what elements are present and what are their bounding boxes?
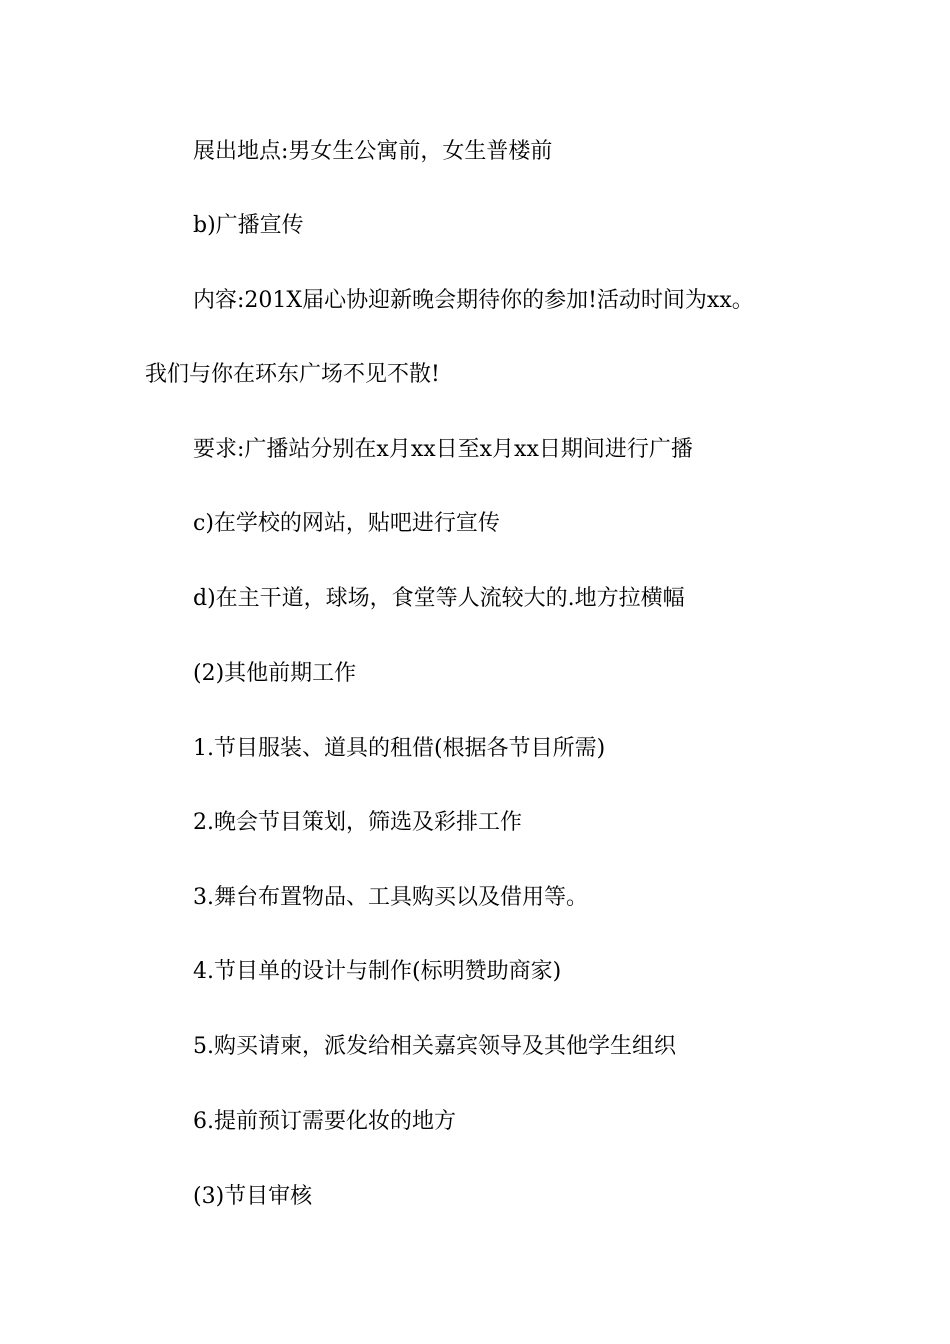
list-item-makeup: 6.提前预订需要化妆的地方 bbox=[193, 1109, 456, 1134]
broadcast-requirement-line: 要求:广播站分别在x月xx日至x月xx日期间进行广播 bbox=[193, 437, 693, 462]
banner-line: d)在主干道，球场，食堂等人流较大的.地方拉横幅 bbox=[193, 586, 685, 611]
broadcast-content-continued: 我们与你在环东广场不见不散! bbox=[145, 362, 440, 387]
list-item-costumes: 1.节目服装、道具的租借(根据各节目所需) bbox=[193, 736, 606, 761]
program-review-heading: (3)节目审核 bbox=[193, 1184, 313, 1209]
broadcast-heading: b)广播宣传 bbox=[193, 213, 304, 238]
broadcast-content-line: 内容:201X届心协迎新晚会期待你的参加!活动时间为xx。 bbox=[193, 288, 754, 313]
list-item-invitations: 5.购买请柬，派发给相关嘉宾领导及其他学生组织 bbox=[193, 1034, 676, 1059]
exhibition-location-line: 展出地点:男女生公寓前，女生普楼前 bbox=[193, 139, 553, 164]
list-item-stage-items: 3.舞台布置物品、工具购买以及借用等。 bbox=[193, 885, 588, 910]
list-item-program-sheet: 4.节目单的设计与制作(标明赞助商家) bbox=[193, 959, 562, 984]
list-item-program-planning: 2.晚会节目策划，筛选及彩排工作 bbox=[193, 810, 522, 835]
website-promotion-line: c)在学校的网站，贴吧进行宣传 bbox=[193, 511, 500, 536]
other-prep-heading: (2)其他前期工作 bbox=[193, 661, 357, 686]
